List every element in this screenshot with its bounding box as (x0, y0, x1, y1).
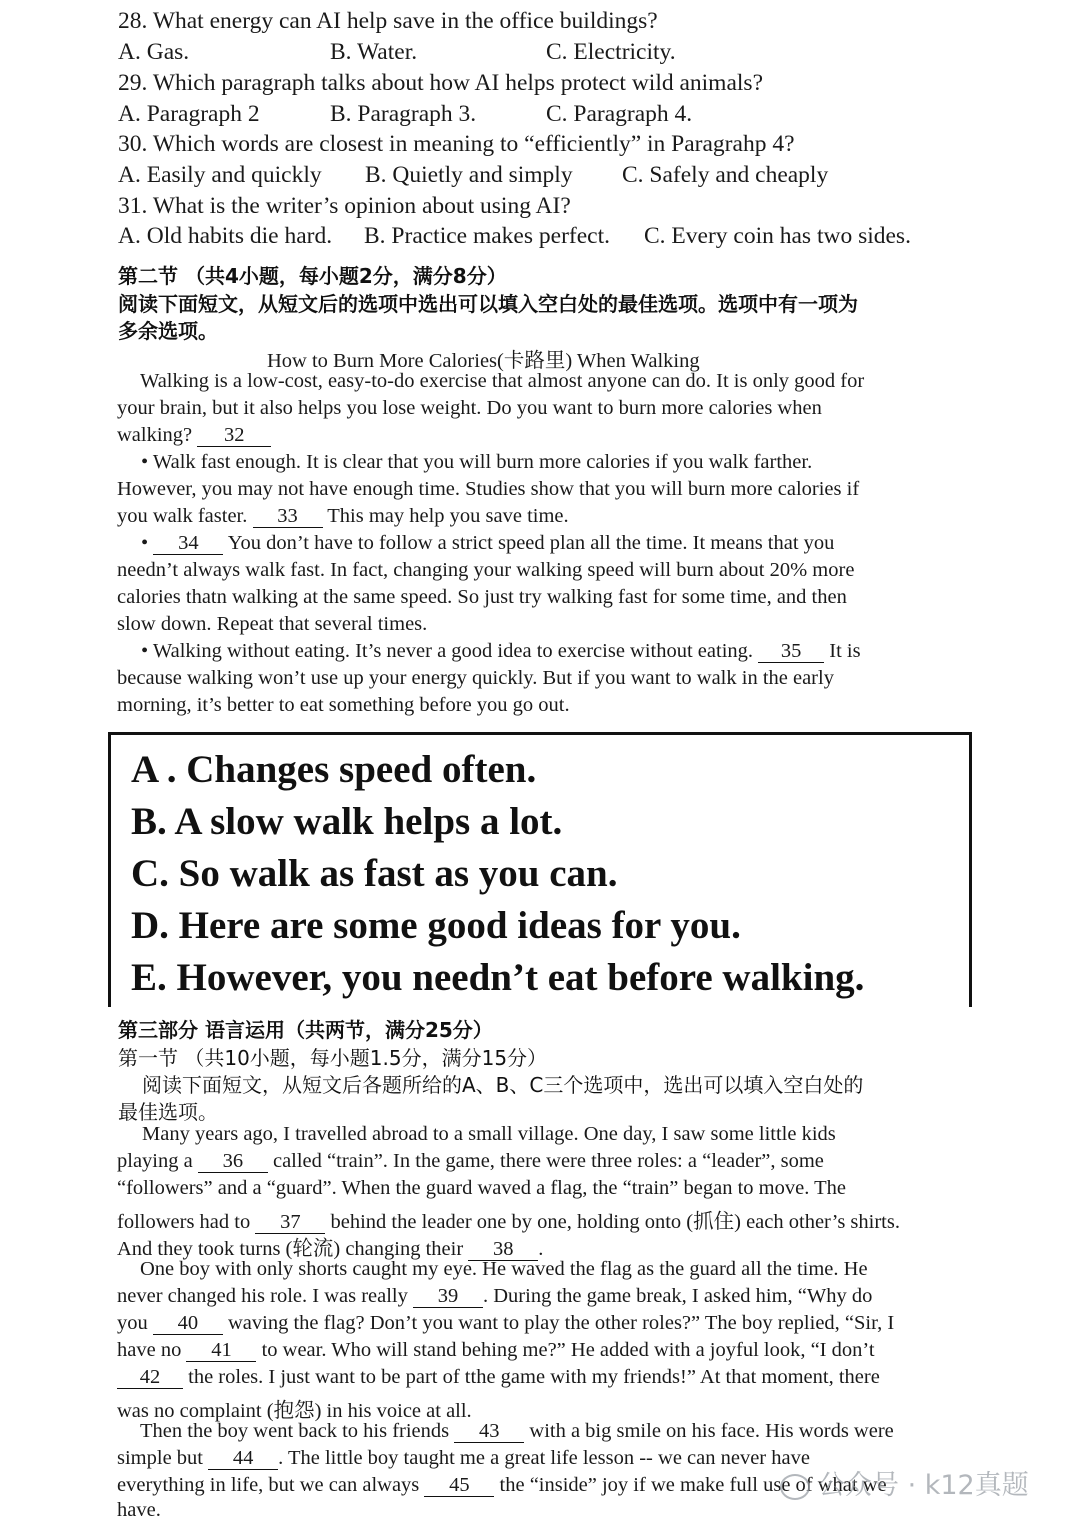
blank-35: 35 (758, 641, 824, 663)
passage-text: have no (117, 1339, 182, 1361)
q29-option-b: B. Paragraph 3. (330, 101, 477, 127)
passage-line: Many years ago, I travelled abroad to a small village. One day, I saw some little kids (142, 1123, 836, 1145)
passage-line: “followers” and a “guard”. When the guard waved a flag, the “train” began to move. The (117, 1177, 846, 1199)
passage-line: have. (117, 1499, 161, 1521)
blank-41: 41 (186, 1340, 256, 1362)
q29-option-c: C. Paragraph 4. (546, 101, 693, 127)
passage-text: you walk faster. (117, 505, 248, 527)
section2-heading: 第二节 （共4小题，每小题2分，满分8分） (118, 264, 507, 288)
q31-option-b: B. Practice makes perfect. (364, 223, 610, 249)
passage-line (117, 1366, 880, 1389)
passage-text: Then the boy went back to his friends (140, 1420, 450, 1442)
passage-line: needn’t always walk fast. In fact, changing your walking speed will burn about 20% more (117, 559, 855, 581)
passage-line: because walking won’t use up your energy quickly. But if you want to walk in the early (117, 667, 834, 689)
passage-line: slow down. Repeat that several times. (117, 613, 428, 635)
blank-43: 43 (454, 1421, 524, 1443)
wechat-icon (780, 1474, 810, 1500)
q28-stem: 28. What energy can AI help save in the office buildings? (118, 8, 658, 34)
blank-32: 32 (197, 425, 271, 447)
blank-36: 36 (198, 1151, 268, 1173)
passage-text: waving the flag? Don’t you want to play the other roles?” The boy replied, “Sir, I (228, 1312, 895, 1334)
passage-line (141, 640, 861, 663)
passage-line (117, 1204, 900, 1234)
passage-text: called “train”. In the game, there were three roles: a “leader”, some (272, 1150, 824, 1172)
passage-line (117, 1150, 824, 1173)
q29-stem: 29. Which paragraph talks about how AI helps protect wild animals? (118, 70, 763, 96)
passage-text: followers had to (117, 1211, 251, 1233)
passage-line: One boy with only shorts caught my eye. He waved the flag as the guard all the time. He (140, 1258, 868, 1280)
blank-38: 38 (468, 1239, 538, 1261)
blank-45: 45 (424, 1475, 494, 1497)
passage-line: calories thatn walking at the same speed. So just try walking fast for some time, and then (117, 586, 847, 608)
option-d: D. Here are some good ideas for you. (131, 904, 741, 947)
option-a: A . Changes speed often. (131, 748, 537, 791)
q28-options (118, 39, 676, 66)
passage-text: • Walking without eating. It’s never a good idea to exercise without eating. (141, 640, 754, 662)
passage-text: playing a (117, 1150, 193, 1172)
passage-line (117, 1285, 872, 1308)
q28-option-b: B. Water. (330, 39, 418, 65)
passage-title: How to Burn More Calories(卡路里) When Walking (267, 350, 700, 372)
blank-39: 39 (413, 1286, 483, 1308)
section2-instruction-cont: 多余选项。 (118, 319, 218, 343)
blank-42: 42 (117, 1367, 183, 1389)
q31-option-c: C. Every coin has two sides. (644, 223, 911, 249)
option-e: E. However, you needn’t eat before walking. (131, 956, 865, 999)
passage-text: to wear. Who will stand behing me?” He added with a joyful look, “I don’t (261, 1339, 875, 1361)
q31-option-a: A. Old habits die hard. (118, 223, 333, 249)
passage-line: Walking is a low-cost, easy-to-do exercise that almost anyone can do. It is only good for (140, 370, 865, 392)
options-box (108, 732, 972, 1007)
q30-stem: 30. Which words are closest in meaning to “efficiently” in Paragrahp 4? (118, 131, 795, 157)
passage-line (117, 1312, 894, 1335)
q31-options (118, 223, 911, 250)
bullet: • (141, 532, 149, 554)
section2-instruction: 阅读下面短文，从短文后的选项中选出可以填入空白处的最佳选项。选项中有一项为 (118, 292, 858, 316)
passage-line (117, 424, 271, 447)
passage-text: walking? (117, 424, 193, 446)
q30-options (118, 162, 828, 189)
passage-line (117, 1474, 887, 1497)
passage-text: . (538, 1238, 544, 1260)
blank-37: 37 (255, 1212, 325, 1234)
blank-40: 40 (153, 1313, 223, 1335)
watermark-text: 公众号 · k12真题 (818, 1470, 1029, 1501)
passage-line (141, 532, 834, 555)
passage-line (140, 1420, 894, 1443)
passage-line: morning, it’s better to eat something before you go out. (117, 694, 570, 716)
part3-instruction-cont: 最佳选项。 (118, 1100, 218, 1124)
part3-instruction: 阅读下面短文，从短文后各题所给的A、B、C三个选项中，选出可以填入空白处的 (142, 1073, 864, 1097)
q30-option-b: B. Quietly and simply (365, 162, 573, 188)
q29-options (118, 101, 692, 128)
blank-34: 34 (153, 533, 223, 555)
q31-stem: 31. What is the writer’s opinion about using AI? (118, 193, 571, 219)
part3-heading: 第三部分 语言运用（共两节，满分25分） (118, 1018, 493, 1042)
passage-text: the “inside” joy if we make full use of what we (499, 1474, 887, 1496)
passage-text: simple but (117, 1447, 203, 1469)
option-b: B. A slow walk helps a lot. (131, 800, 563, 843)
q28-option-a: A. Gas. (118, 39, 190, 65)
watermark (780, 1463, 1029, 1502)
passage-text: you (117, 1312, 148, 1334)
part3-subheading: 第一节 （共10小题，每小题1.5分，满分15分） (118, 1046, 548, 1070)
passage-text: It is (829, 640, 861, 662)
passage-text: behind the leader one by one, holding onto (抓住) each other’s shirts. (330, 1211, 900, 1233)
passage-line (117, 1231, 543, 1261)
passage-line: • Walk fast enough. It is clear that you will burn more calories if you walk farther. (141, 451, 813, 473)
passage-line (117, 1447, 810, 1470)
passage-line: your brain, but it also helps you lose weight. Do you want to burn more calories when (117, 397, 822, 419)
passage-text: with a big smile on his face. His words were (529, 1420, 894, 1442)
passage-text: You don’t have to follow a strict speed plan all the time. It means that you (227, 532, 835, 554)
passage-text: And they took turns (轮流) changing their (117, 1238, 464, 1260)
blank-33: 33 (253, 506, 323, 528)
passage-text: . During the game break, I asked him, “Why do (483, 1285, 873, 1307)
blank-44: 44 (208, 1448, 278, 1470)
passage-text: This may help you save time. (327, 505, 569, 527)
q28-option-c: C. Electricity. (546, 39, 676, 65)
passage-text: never changed his role. I was really (117, 1285, 408, 1307)
option-c: C. So walk as fast as you can. (131, 852, 618, 895)
passage-text: . The little boy taught me a great life lesson -- we can never have (278, 1447, 810, 1469)
q30-option-c: C. Safely and cheaply (622, 162, 829, 188)
passage-text: the roles. I just want to be part of tthe game with my friends!” At that moment, there (188, 1366, 880, 1388)
passage-line (117, 505, 569, 528)
passage-line: However, you may not have enough time. Studies show that you will burn more calories if (117, 478, 860, 500)
passage-text: everything in life, but we can always (117, 1474, 420, 1496)
q29-option-a: A. Paragraph 2 (118, 101, 260, 127)
passage-line (117, 1339, 875, 1362)
q30-option-a: A. Easily and quickly (118, 162, 322, 188)
passage-line: was no complaint (抱怨) in his voice at all. (117, 1400, 472, 1422)
